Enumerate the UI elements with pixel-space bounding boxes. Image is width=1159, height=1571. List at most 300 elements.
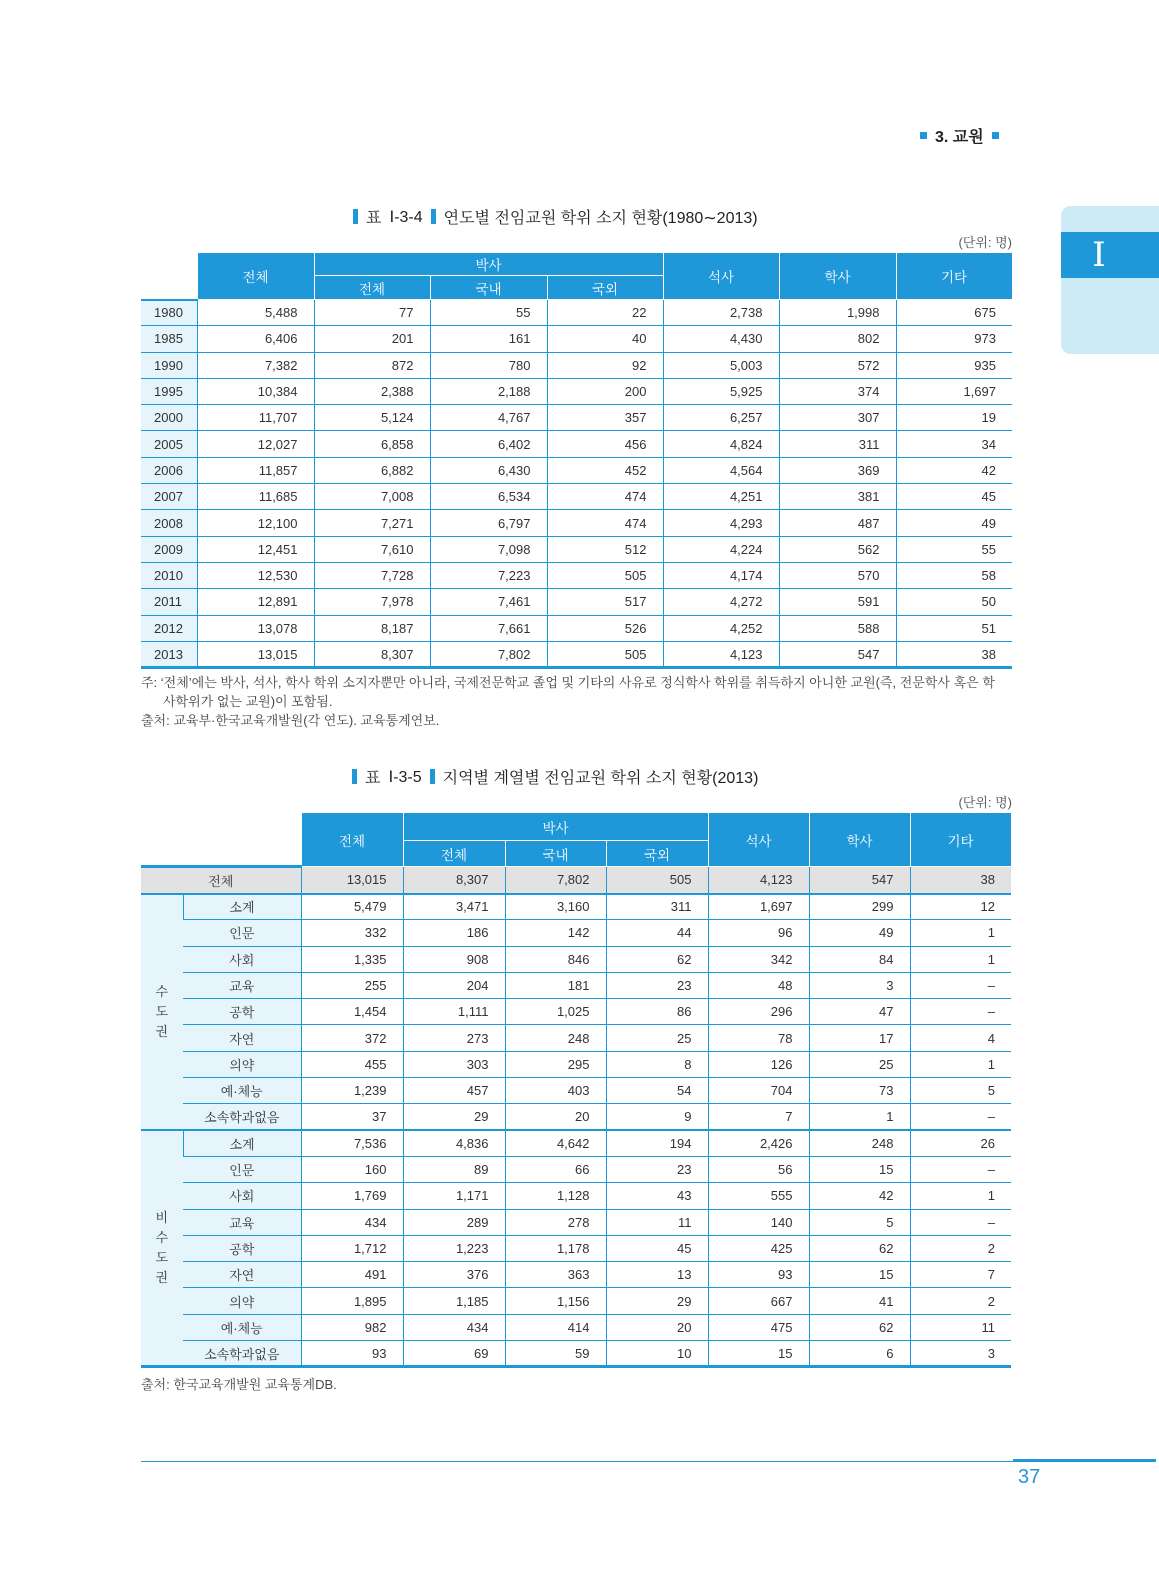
row-year: 1990 [141,352,197,378]
data-cell: 12,027 [197,431,314,457]
col-bachelor: 학사 [809,813,910,867]
data-cell: 7,978 [314,589,430,615]
caption-bar-icon [431,209,436,224]
data-cell: 6,858 [314,431,430,457]
data-cell: 1,111 [403,999,505,1025]
region-label: 비 수 도 권 [141,1130,183,1367]
row-year: 2000 [141,405,197,431]
data-cell: 9 [606,1104,708,1130]
data-cell: 2,188 [430,378,547,404]
data-cell: 204 [403,972,505,998]
data-cell: 96 [708,920,809,946]
data-cell: 4,836 [403,1130,505,1156]
col-other: 기타 [910,813,1011,867]
row-field: 소계 [183,1130,301,1156]
row-field: 의약 [183,1288,301,1314]
table-row [141,920,1011,946]
data-cell: 38 [896,641,1012,667]
note-line: 사학위가 없는 교원)이 포함됨. [163,694,333,709]
data-cell: 299 [809,894,910,920]
data-cell: 456 [547,431,663,457]
row-field: 교육 [183,1209,301,1235]
table-row [141,405,1012,431]
footer-accent [1013,1459,1156,1462]
row-field: 사회 [183,946,301,972]
row-field: 의약 [183,1051,301,1077]
data-cell: 517 [547,589,663,615]
data-cell: 181 [505,972,606,998]
caption-title: 연도별 전임교원 학위 소지 현황(1980∼2013) [443,210,758,227]
table-row [141,999,1011,1025]
section-header [920,124,999,147]
caption-number: Ⅰ-3-4 [389,208,423,226]
caption-bar-icon [353,209,358,224]
data-cell: 381 [779,484,896,510]
data-cell: 572 [779,352,896,378]
data-cell: 66 [505,1156,606,1182]
col-phd-domestic: 국내 [430,276,547,300]
data-cell: 4,123 [708,867,809,894]
data-cell: 1,697 [708,894,809,920]
table-row [141,1341,1011,1367]
row-field: 공학 [183,999,301,1025]
data-cell: 2 [910,1288,1011,1314]
data-cell: 8,307 [403,867,505,894]
data-cell: 15 [809,1262,910,1288]
table1-caption [353,205,758,228]
data-cell: 43 [606,1183,708,1209]
row-year: 1980 [141,300,197,326]
data-cell: 414 [505,1314,606,1340]
data-cell: 1,454 [301,999,403,1025]
data-cell: 342 [708,946,809,972]
data-cell: 6,257 [663,405,779,431]
data-cell: 23 [606,972,708,998]
data-cell: 37 [301,1104,403,1130]
data-cell: 201 [314,326,430,352]
data-cell: 7 [708,1104,809,1130]
col-phd-foreign: 국외 [547,276,663,300]
data-cell: 8 [606,1051,708,1077]
data-cell: 11,857 [197,457,314,483]
data-cell: 7,223 [430,562,547,588]
row-year: 2013 [141,641,197,667]
data-cell: 357 [547,405,663,431]
table-row [141,1183,1011,1209]
data-cell: 56 [708,1156,809,1182]
data-cell: – [910,999,1011,1025]
data-cell: 273 [403,1025,505,1051]
data-cell: 51 [896,615,1012,641]
data-cell: 17 [809,1025,910,1051]
data-cell: 6,402 [430,431,547,457]
data-cell: 5,003 [663,352,779,378]
data-cell: 26 [910,1130,1011,1156]
data-cell: 12,891 [197,589,314,615]
data-cell: 1,128 [505,1183,606,1209]
row-year: 2012 [141,615,197,641]
row-field: 인문 [183,920,301,946]
data-cell: 434 [301,1209,403,1235]
data-cell: 6,430 [430,457,547,483]
data-cell: 311 [606,894,708,920]
data-cell: 23 [606,1156,708,1182]
data-cell: 4,430 [663,326,779,352]
data-cell: 278 [505,1209,606,1235]
data-cell: 475 [708,1314,809,1340]
row-year: 2006 [141,457,197,483]
data-cell: 142 [505,920,606,946]
note-line: 주: ‘전체’에는 박사, 석사, 학사 학위 소지자뿐만 아니라, 국제전문학교 졸업 및 기타의 사유로 정식학사 학위를 취득하지 아니한 교원(즉, 전문학사 혹은 학 [141,675,995,690]
data-cell: 29 [606,1288,708,1314]
row-label: 전체 [141,867,301,894]
corner-cell [141,253,197,300]
data-cell: 332 [301,920,403,946]
data-cell: 62 [809,1314,910,1340]
data-cell: 2,426 [708,1130,809,1156]
data-cell: 25 [606,1025,708,1051]
data-cell: 47 [809,999,910,1025]
data-cell: 84 [809,946,910,972]
table-row [141,352,1012,378]
data-cell: 42 [809,1183,910,1209]
table1 [141,252,1013,669]
table-row [141,1104,1011,1130]
data-cell: 13,015 [301,867,403,894]
data-cell: 73 [809,1078,910,1104]
data-cell: 7,536 [301,1130,403,1156]
row-field: 자연 [183,1262,301,1288]
data-cell: 7,661 [430,615,547,641]
row-field: 소속학과없음 [183,1104,301,1130]
data-cell: 3,160 [505,894,606,920]
footer-divider [141,1461,1156,1462]
table-row [141,1314,1011,1340]
data-cell: 369 [779,457,896,483]
data-cell: 4,252 [663,615,779,641]
data-cell: 59 [505,1341,606,1367]
data-cell: 846 [505,946,606,972]
data-cell: 58 [896,562,1012,588]
data-cell: 6,797 [430,510,547,536]
data-cell: 5 [910,1078,1011,1104]
data-cell: 555 [708,1183,809,1209]
table-row [141,536,1012,562]
data-cell: – [910,1104,1011,1130]
row-field: 인문 [183,1156,301,1182]
data-cell: 161 [430,326,547,352]
caption-prefix: 표 [366,210,382,227]
section-title: 3. 교원 [935,129,984,146]
data-cell: 49 [809,920,910,946]
data-cell: 15 [809,1156,910,1182]
data-cell: 62 [809,1235,910,1261]
row-field: 예·체능 [183,1314,301,1340]
data-cell: 8,307 [314,641,430,667]
data-cell: 55 [430,300,547,326]
data-cell: 20 [606,1314,708,1340]
data-cell: 4,224 [663,536,779,562]
col-total: 전체 [301,813,403,867]
data-cell: 1,335 [301,946,403,972]
data-cell: 255 [301,972,403,998]
data-cell: 93 [708,1262,809,1288]
data-cell: 40 [547,326,663,352]
row-year: 2008 [141,510,197,536]
page-number: 37 [1018,1466,1041,1488]
data-cell: 591 [779,589,896,615]
table-row [141,589,1012,615]
data-cell: 41 [809,1288,910,1314]
table-row [141,1051,1011,1077]
table-row [141,615,1012,641]
data-cell: 7 [910,1262,1011,1288]
data-cell: 34 [896,431,1012,457]
data-cell: 5,124 [314,405,430,431]
table-row [141,457,1012,483]
data-cell: 7,728 [314,562,430,588]
table-row [141,894,1011,920]
data-cell: 505 [547,562,663,588]
data-cell: 89 [403,1156,505,1182]
data-cell: 7,461 [430,589,547,615]
data-cell: 1,998 [779,300,896,326]
data-cell: 6,406 [197,326,314,352]
data-cell: 505 [547,641,663,667]
data-cell: 12,530 [197,562,314,588]
data-cell: – [910,1156,1011,1182]
data-cell: 982 [301,1314,403,1340]
data-cell: 248 [505,1025,606,1051]
data-cell: 570 [779,562,896,588]
row-field: 예·체능 [183,1078,301,1104]
data-cell: 474 [547,484,663,510]
caption-bar-icon [430,769,435,784]
data-cell: 10 [606,1341,708,1367]
table2 [141,812,1012,1368]
data-cell: 55 [896,536,1012,562]
row-year: 2009 [141,536,197,562]
table-row [141,378,1012,404]
data-cell: 296 [708,999,809,1025]
data-cell: 4,123 [663,641,779,667]
caption-bar-icon [352,769,357,784]
col-total: 전체 [197,253,314,300]
data-cell: 29 [403,1104,505,1130]
table-row [141,972,1011,998]
caption-prefix: 표 [365,770,381,787]
data-cell: 1,185 [403,1288,505,1314]
data-cell: 434 [403,1314,505,1340]
caption-number: Ⅰ-3-5 [388,768,422,786]
data-cell: 908 [403,946,505,972]
data-cell: 505 [606,867,708,894]
data-cell: 935 [896,352,1012,378]
table1-unit: (단위: 명) [958,235,1012,250]
data-cell: 42 [896,457,1012,483]
table-row [141,1209,1011,1235]
data-cell: 4,293 [663,510,779,536]
data-cell: 10,384 [197,378,314,404]
data-cell: 5 [809,1209,910,1235]
data-cell: 13,078 [197,615,314,641]
data-cell: 6,534 [430,484,547,510]
data-cell: 295 [505,1051,606,1077]
row-year: 2011 [141,589,197,615]
data-cell: 200 [547,378,663,404]
data-cell: 3,471 [403,894,505,920]
table-row [141,1025,1011,1051]
data-cell: 15 [708,1341,809,1367]
data-cell: 160 [301,1156,403,1182]
table2-source: 출처: 한국교육개발원 교육통계DB. [141,1377,337,1392]
data-cell: 7,802 [505,867,606,894]
data-cell: 452 [547,457,663,483]
chapter-number: I [1061,232,1159,278]
col-master: 석사 [708,813,809,867]
col-phd: 박사 [403,813,708,841]
row-field: 교육 [183,972,301,998]
table-row [141,1235,1011,1261]
table-row [141,562,1012,588]
data-cell: 425 [708,1235,809,1261]
data-cell: 248 [809,1130,910,1156]
data-cell: 62 [606,946,708,972]
data-cell: 1,156 [505,1288,606,1314]
data-cell: 8,187 [314,615,430,641]
data-cell: 49 [896,510,1012,536]
square-bullet-icon [992,132,999,139]
data-cell: 802 [779,326,896,352]
col-phd-foreign: 국외 [606,841,708,867]
data-cell: 675 [896,300,1012,326]
data-cell: 512 [547,536,663,562]
data-cell: 667 [708,1288,809,1314]
data-cell: 1,697 [896,378,1012,404]
row-field: 소속학과없음 [183,1341,301,1367]
data-cell: 4,767 [430,405,547,431]
table-row [141,1078,1011,1104]
data-cell: 1,895 [301,1288,403,1314]
source-line: 출처: 교육부·한국교육개발원(각 연도). 교육통계연보. [141,713,440,728]
data-cell: 1 [910,946,1011,972]
data-cell: 376 [403,1262,505,1288]
table1-notes [141,673,1021,730]
data-cell: 48 [708,972,809,998]
data-cell: 363 [505,1262,606,1288]
data-cell: 5,479 [301,894,403,920]
chapter-tab [1061,206,1159,354]
table-row [141,1262,1011,1288]
data-cell: 5,488 [197,300,314,326]
data-cell: 403 [505,1078,606,1104]
data-cell: 93 [301,1341,403,1367]
data-cell: 140 [708,1209,809,1235]
data-cell: 12,100 [197,510,314,536]
square-bullet-icon [920,132,927,139]
data-cell: 11 [606,1209,708,1235]
row-year: 2005 [141,431,197,457]
col-master: 석사 [663,253,779,300]
data-cell: 77 [314,300,430,326]
table-row [141,431,1012,457]
data-cell: 6 [809,1341,910,1367]
table-row [141,1156,1011,1182]
data-cell: 3 [910,1341,1011,1367]
table2-caption [352,765,758,788]
data-cell: 4,642 [505,1130,606,1156]
data-cell: 526 [547,615,663,641]
data-cell: 13 [606,1262,708,1288]
table-row [141,1288,1011,1314]
data-cell: 12 [910,894,1011,920]
data-cell: 20 [505,1104,606,1130]
table-row [141,946,1011,972]
data-cell: 311 [779,431,896,457]
data-cell: 588 [779,615,896,641]
data-cell: 1,025 [505,999,606,1025]
row-year: 2010 [141,562,197,588]
row-year: 1995 [141,378,197,404]
data-cell: 78 [708,1025,809,1051]
data-cell: 12,451 [197,536,314,562]
data-cell: 1,178 [505,1235,606,1261]
data-cell: 474 [547,510,663,536]
data-cell: 2,738 [663,300,779,326]
data-cell: 1,712 [301,1235,403,1261]
data-cell: 22 [547,300,663,326]
row-field: 소계 [183,894,301,920]
col-bachelor: 학사 [779,253,896,300]
data-cell: 54 [606,1078,708,1104]
data-cell: 186 [403,920,505,946]
row-year: 2007 [141,484,197,510]
row-field: 사회 [183,1183,301,1209]
data-cell: 303 [403,1051,505,1077]
data-cell: 194 [606,1130,708,1156]
data-cell: 13,015 [197,641,314,667]
data-cell: 7,098 [430,536,547,562]
data-cell: 457 [403,1078,505,1104]
data-cell: 4,272 [663,589,779,615]
data-cell: 1,171 [403,1183,505,1209]
data-cell: 45 [606,1235,708,1261]
data-cell: 1,769 [301,1183,403,1209]
table-row [141,326,1012,352]
data-cell: 126 [708,1051,809,1077]
data-cell: 92 [547,352,663,378]
data-cell: 547 [809,867,910,894]
table-row [141,300,1012,326]
data-cell: 780 [430,352,547,378]
data-cell: 7,271 [314,510,430,536]
data-cell: 1 [809,1104,910,1130]
table-row [141,484,1012,510]
data-cell: 1 [910,920,1011,946]
region-label: 수 도 권 [141,894,183,1131]
data-cell: – [910,972,1011,998]
data-cell: 372 [301,1025,403,1051]
corner-cell [141,813,301,867]
data-cell: 38 [910,867,1011,894]
data-cell: 491 [301,1262,403,1288]
data-cell: 973 [896,326,1012,352]
data-cell: 1,239 [301,1078,403,1104]
table-row [141,510,1012,536]
col-phd-domestic: 국내 [505,841,606,867]
data-cell: 7,382 [197,352,314,378]
data-cell: 307 [779,405,896,431]
